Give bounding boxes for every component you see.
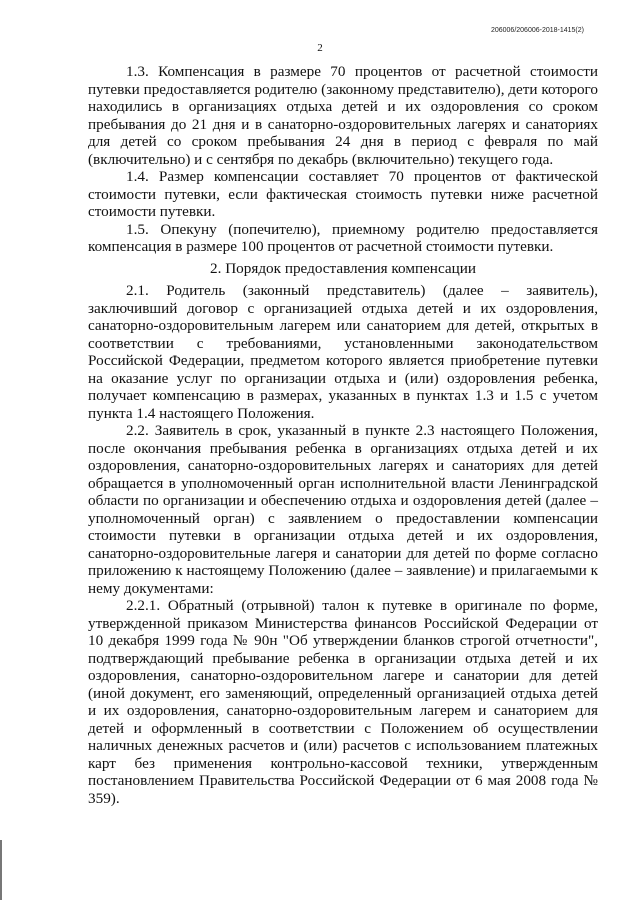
scan-edge-mark (0, 840, 2, 900)
document-id: 206006/206006-2018-1415(2) (490, 27, 584, 34)
document-body (88, 63, 598, 807)
page-number: 2 (317, 42, 323, 54)
paragraph-1-5: 1.5. Опекуну (попечителю), приемному родителю предоставляется компенсация в размере 100 процентов от расчетной стоимости путевки. (88, 220, 598, 255)
paragraph-2-1: 2.1. Родитель (законный представитель) (далее – заявитель), заключивший договор с организацией отдыха детей и их оздоровления, санаторно-оздоровительным лагерем или санаторием для детей, открытых в соответствии с требованиями, установленными законодательством Российской Федерации, предметом которого является приобретение путевки на оказание услуг по организации отдыха и (или) оздоровления ребенка, получает компенсацию в размерах, указанных в пунктах 1.3 и 1.5 с учетом пункта 1.4 настоящего Положения. (88, 282, 598, 422)
paragraph-1-3: 1.3. Компенсация в размере 70 процентов от расчетной стоимости путевки предоставляется родителю (законному представителю), дети которого находились в организациях отдыха детей и их оздоровления со сроком пребывания до 21 дня и в санаторно-оздоровительных лагерях и санаториях для детей со сроком пребывания 24 дня в период с февраля по май (включительно) и с сентября по декабрь (включительно) текущего года. (88, 63, 598, 168)
paragraph-2-2: 2.2. Заявитель в срок, указанный в пункте 2.3 настоящего Положения, после окончания пребывания ребенка в организациях отдыха детей и их оздоровления, санаторно-оздоровительных лагерях и санаториях для детей обращается в уполномоченный орган исполнительной власти Ленинградской области по организации и обеспечению отдыха и оздоровления детей (далее – уполномоченный орган) с заявлением о предоставлении компенсации стоимости путевки в организации отдыха детей и их оздоровления, санаторно-оздоровительные лагеря и санатории для детей по форме согласно приложению к настоящему Положению (далее – заявление) и прилагаемыми к нему документами: (88, 422, 598, 597)
section-heading: 2. Порядок предоставления компенсации (210, 259, 476, 277)
paragraph-2-2-1: 2.2.1. Обратный (отрывной) талон к путевке в оригинале по форме, утвержденной приказом Министерства финансов Российской Федерации от 10 декабря 1999 года № 90н "Об утверждении бланков строгой отчетности", подтверждающий пребывание ребенка в организации отдыха детей и их оздоровления, санаторно-оздоровительном лагере и санатории для детей (иной документ, его заменяющий, определенный организацией отдыха детей и их оздоровления, санаторно-оздоровительным лагерем и санаторием для детей и оформленный в соответствии с Положением об осуществлении наличных денежных расчетов и (или) расчетов с использованием платежных карт без применения контрольно-кассовой техники, утвержденным постановлением Правительства Российской Федерации от 6 мая 2008 года № 359). (88, 597, 598, 807)
paragraph-1-4: 1.4. Размер компенсации составляет 70 процентов от фактической стоимости путевки, если фактическая стоимость путевки ниже расчетной стоимости путевки. (88, 168, 598, 220)
